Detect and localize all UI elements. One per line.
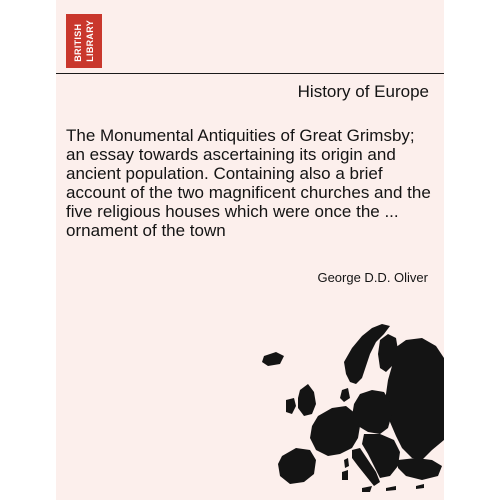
europe-map-icon [256,310,444,500]
book-title: The Monumental Antiquities of Great Grimsby; an essay towards ascertaining its origin and ancient population. Containing also a brief account of the two magnificent churches and the five religious houses which were once the ... ornament of the town [66,126,431,240]
british-library-logo [66,14,102,68]
logo-word-library: LIBRARY [85,20,95,62]
logo-word-british: BRITISH [73,23,83,62]
author-name: George D.D. Oliver [317,270,428,285]
series-title: History of Europe [297,82,429,101]
logo-text [73,20,95,62]
book-cover [56,0,444,500]
header-divider [56,73,444,74]
